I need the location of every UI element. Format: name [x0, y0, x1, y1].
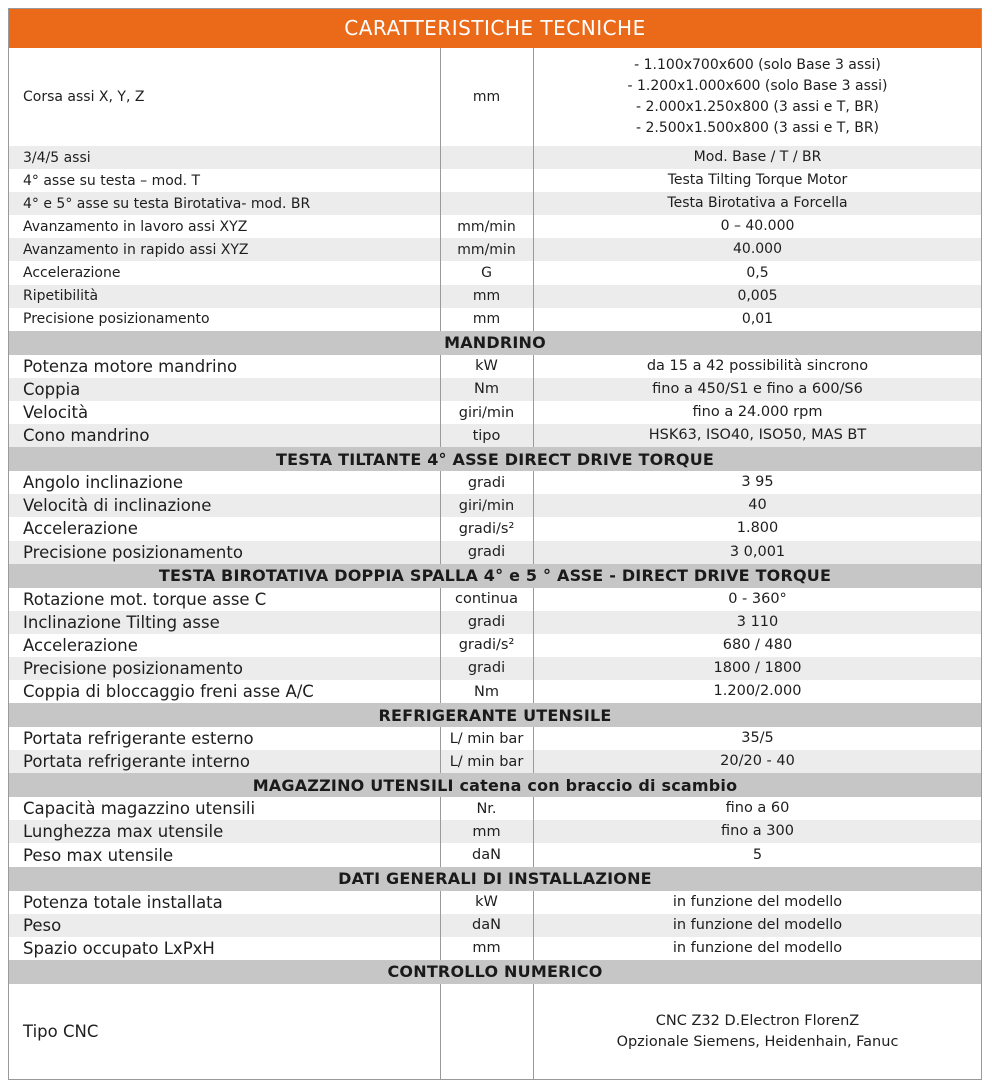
spec-value-line: 5: [752, 846, 763, 863]
spec-value: [533, 588, 982, 611]
spec-unit: gradi/s²: [458, 520, 515, 537]
spec-value-line: CNC Z32 D.Electron FlorenZ: [655, 1012, 860, 1029]
spec-value: [533, 517, 982, 540]
column-divider: [440, 471, 441, 563]
spec-label: Avanzamento in rapido assi XYZ: [23, 241, 249, 258]
section-heading: MANDRINO: [8, 331, 982, 355]
spec-label: Capacità magazzino utensili: [23, 799, 256, 819]
spec-value: [533, 48, 982, 146]
spec-unit: giri/min: [458, 497, 515, 514]
spec-value: [533, 471, 982, 494]
spec-unit: L/ min bar: [449, 753, 524, 770]
spec-value-line: 1800 / 1800: [713, 659, 802, 676]
spec-value-line: 0,005: [737, 287, 778, 304]
spec-unit: G: [481, 265, 492, 282]
spec-unit: gradi: [467, 544, 506, 561]
spec-value-line: - 2.000x1.250x800 (3 assi e T, BR): [635, 99, 880, 115]
spec-value: [533, 611, 982, 634]
spec-label: Cono mandrino: [23, 426, 150, 446]
table-row: [8, 494, 982, 517]
table-row: [8, 238, 982, 261]
spec-value-line: 3 95: [741, 474, 774, 491]
spec-unit: mm: [472, 311, 501, 328]
column-divider: [440, 727, 441, 773]
spec-value-line: fino a 450/S1 e fino a 600/S6: [652, 380, 863, 397]
section-heading: DATI GENERALI DI INSTALLAZIONE: [8, 867, 982, 891]
spec-label: Spazio occupato LxPxH: [23, 938, 215, 958]
spec-label: 3/4/5 assi: [23, 149, 91, 166]
spec-unit: mm: [472, 823, 501, 840]
spec-label: Avanzamento in lavoro assi XYZ: [23, 218, 248, 235]
spec-unit: Nr.: [476, 800, 497, 817]
spec-value-line: fino a 24.000 rpm: [692, 404, 823, 421]
column-divider: [533, 355, 534, 447]
spec-value-line: Testa Birotativa a Forcella: [667, 195, 848, 212]
table-row: [8, 914, 982, 937]
table-row: [8, 517, 982, 540]
spec-unit: kW: [475, 358, 498, 375]
spec-value: [533, 355, 982, 378]
spec-value-line: Testa Tilting Torque Motor: [667, 172, 848, 189]
spec-label: Rotazione mot. torque asse C: [23, 589, 267, 609]
column-divider: [533, 727, 534, 773]
spec-value: [533, 262, 982, 285]
column-divider: [533, 891, 534, 960]
spec-unit: mm: [472, 288, 501, 305]
spec-label: Portata refrigerante interno: [23, 752, 250, 772]
spec-label: Precisione posizionamento: [23, 542, 243, 562]
spec-value-line: 1.800: [736, 520, 779, 537]
table-row: [8, 401, 982, 424]
spec-label: 4° asse su testa – mod. T: [23, 172, 201, 189]
spec-table: [8, 8, 982, 1080]
table-row: [8, 146, 982, 169]
section-heading: CONTROLLO NUMERICO: [8, 960, 982, 984]
column-divider: [533, 797, 534, 866]
spec-label: Accelerazione: [23, 519, 138, 539]
spec-value-line: 40.000: [733, 241, 782, 258]
table-row: [8, 215, 982, 238]
spec-value: [533, 750, 982, 773]
spec-value: [533, 657, 982, 680]
spec-value-line: 3 0,001: [729, 543, 786, 560]
table-row: [8, 355, 982, 378]
table-row: [8, 984, 982, 1080]
column-divider: [533, 471, 534, 563]
spec-unit: Nm: [474, 683, 499, 700]
spec-value: [533, 401, 982, 424]
column-divider: [440, 797, 441, 866]
spec-unit: continua: [454, 591, 518, 608]
spec-value-line: 680 / 480: [722, 636, 793, 653]
spec-value: [533, 238, 982, 261]
spec-value: [533, 285, 982, 308]
spec-value: [533, 541, 982, 564]
spec-value-line: 20/20 - 40: [720, 753, 795, 770]
spec-label: Potenza motore mandrino: [23, 356, 238, 376]
spec-value-line: 0,01: [741, 310, 774, 327]
spec-unit: [440, 984, 533, 1080]
column-divider: [440, 588, 441, 704]
table-row: [8, 727, 982, 750]
spec-value-line: - 1.200x1.000x600 (solo Base 3 assi): [627, 78, 888, 94]
spec-value: [533, 727, 982, 750]
table-row: [8, 541, 982, 564]
spec-value: [533, 146, 982, 169]
spec-value-line: 1.200/2.000: [713, 683, 802, 700]
table-row: [8, 471, 982, 494]
table-row: [8, 588, 982, 611]
spec-value-line: - 1.100x700x600 (solo Base 3 assi): [634, 57, 881, 73]
spec-unit: daN: [472, 847, 501, 864]
spec-unit: [440, 192, 533, 215]
spec-unit: gradi: [467, 474, 506, 491]
table-row: [8, 797, 982, 820]
column-divider: [440, 891, 441, 960]
spec-label: 4° e 5° asse su testa Birotativa- mod. BR: [23, 195, 311, 212]
spec-value-line: fino a 300: [721, 823, 794, 840]
table-row: [8, 192, 982, 215]
table-row: [8, 262, 982, 285]
spec-unit: mm/min: [457, 241, 516, 258]
table-row: [8, 285, 982, 308]
spec-label: Peso max utensile: [23, 845, 174, 865]
spec-label: Inclinazione Tilting asse: [23, 612, 220, 632]
spec-label: Potenza totale installata: [23, 892, 223, 912]
spec-value: [533, 169, 982, 192]
spec-value-line: fino a 60: [725, 800, 790, 817]
spec-value: [533, 797, 982, 820]
spec-label: Ripetibilità: [23, 288, 99, 305]
spec-unit: L/ min bar: [449, 730, 524, 747]
spec-label: Tipo CNC: [23, 1022, 99, 1042]
spec-unit: [440, 169, 533, 192]
table-row: [8, 611, 982, 634]
spec-value: [533, 494, 982, 517]
spec-value: [533, 820, 982, 843]
table-row: [8, 657, 982, 680]
spec-value-line: 3 110: [736, 613, 779, 630]
spec-value: [533, 378, 982, 401]
column-divider: [533, 984, 534, 1080]
spec-label: Velocità di inclinazione: [23, 496, 212, 516]
spec-value: [533, 215, 982, 238]
spec-value-line: 0,5: [746, 264, 769, 281]
spec-value-line: 35/5: [741, 730, 774, 747]
section-heading: MAGAZZINO UTENSILI catena con braccio di scambio: [8, 773, 982, 797]
table-row: [8, 308, 982, 331]
table-row: [8, 169, 982, 192]
spec-label: Accelerazione: [23, 265, 121, 282]
spec-unit: kW: [475, 894, 498, 911]
spec-value: [533, 680, 982, 703]
table-row: [8, 937, 982, 960]
spec-value-line: 0 - 360°: [728, 590, 787, 607]
spec-label: Velocità: [23, 403, 89, 423]
spec-value: [533, 914, 982, 937]
spec-value: [533, 308, 982, 331]
spec-value: [533, 424, 982, 447]
spec-value-line: in funzione del modello: [672, 939, 843, 956]
column-divider: [440, 984, 441, 1080]
spec-value: [533, 891, 982, 914]
spec-label: Precisione posizionamento: [23, 658, 243, 678]
spec-unit: gradi: [467, 614, 506, 631]
spec-value: [533, 984, 982, 1080]
table-row: [8, 48, 982, 146]
table-row: [8, 820, 982, 843]
spec-unit: gradi: [467, 660, 506, 677]
spec-unit: mm/min: [457, 218, 516, 235]
table-row: [8, 378, 982, 401]
section-heading: REFRIGERANTE UTENSILE: [8, 703, 982, 727]
spec-unit: mm: [472, 940, 501, 957]
spec-label: Coppia di bloccaggio freni asse A/C: [23, 682, 314, 702]
spec-unit: Nm: [474, 381, 499, 398]
table-row: [8, 634, 982, 657]
section-heading: TESTA BIROTATIVA DOPPIA SPALLA 4° e 5 ° ASSE - DIRECT DRIVE TORQUE: [8, 564, 982, 588]
spec-unit: [440, 146, 533, 169]
spec-label: Portata refrigerante esterno: [23, 729, 254, 749]
spec-label: Peso: [23, 915, 62, 935]
spec-label: Precisione posizionamento: [23, 311, 210, 328]
column-divider: [440, 355, 441, 447]
table-title: CARATTERISTICHE TECNICHE: [8, 8, 982, 48]
spec-value-line: Opzionale Siemens, Heidenhain, Fanuc: [616, 1033, 899, 1050]
spec-label: Lunghezza max utensile: [23, 822, 224, 842]
table-row: [8, 680, 982, 703]
table-row: [8, 424, 982, 447]
spec-value: [533, 844, 982, 867]
spec-value-line: Mod. Base / T / BR: [693, 149, 822, 166]
spec-unit: daN: [472, 917, 501, 934]
spec-unit: tipo: [472, 427, 501, 444]
spec-unit: mm: [472, 89, 501, 105]
spec-unit: gradi/s²: [458, 637, 515, 654]
spec-value-line: in funzione del modello: [672, 893, 843, 910]
spec-label: Angolo inclinazione: [23, 473, 184, 493]
spec-value-line: - 2.500x1.500x800 (3 assi e T, BR): [635, 120, 880, 136]
spec-label: Corsa assi X, Y, Z: [23, 89, 145, 105]
section-heading: TESTA TILTANTE 4° ASSE DIRECT DRIVE TORQUE: [8, 447, 982, 471]
spec-value: [533, 192, 982, 215]
spec-unit: giri/min: [458, 404, 515, 421]
column-divider: [533, 48, 534, 331]
table-row: [8, 891, 982, 914]
table-row: [8, 844, 982, 867]
spec-value: [533, 634, 982, 657]
spec-value-line: da 15 a 42 possibilità sincrono: [646, 357, 869, 374]
spec-value-line: in funzione del modello: [672, 916, 843, 933]
spec-label: Coppia: [23, 379, 81, 399]
column-divider: [440, 48, 441, 331]
spec-value: [533, 937, 982, 960]
spec-value-line: 0 – 40.000: [720, 218, 795, 235]
spec-value-line: HSK63, ISO40, ISO50, MAS BT: [648, 427, 867, 444]
spec-value-line: 40: [748, 497, 767, 514]
column-divider: [533, 588, 534, 704]
table-row: [8, 750, 982, 773]
spec-label: Accelerazione: [23, 635, 138, 655]
